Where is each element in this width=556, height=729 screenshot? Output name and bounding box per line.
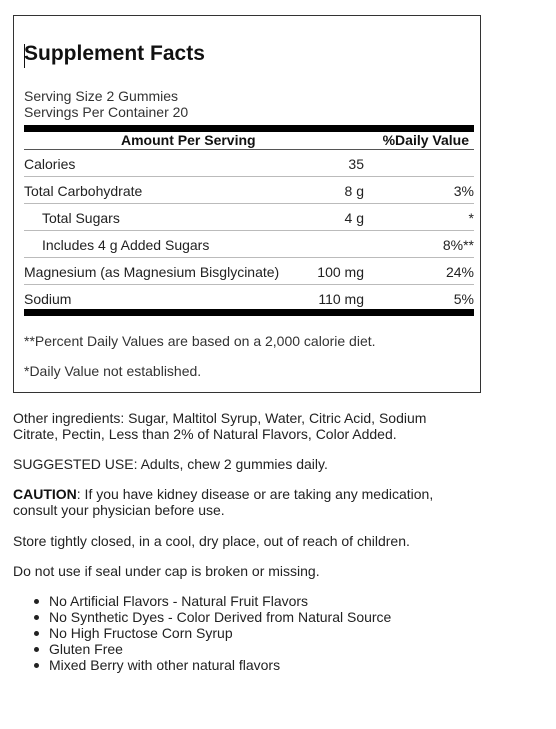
caution-line-2: consult your physician before use. <box>13 502 225 518</box>
nutrient-daily-value: * <box>468 210 474 226</box>
other-ingredients-line-2: Citrate, Pectin, Less than 2% of Natural Flavors, Color Added. <box>13 426 397 442</box>
serving-size: Serving Size 2 Gummies <box>24 88 179 104</box>
nutrient-row-total-carbohydrate <box>24 177 474 204</box>
nutrient-name: Includes 4 g Added Sugars <box>42 237 210 253</box>
caution-line-1 <box>13 486 513 502</box>
nutrient-row-magnesium <box>24 258 474 285</box>
nutrient-daily-value: 8%** <box>442 237 474 253</box>
footnote-percent-daily-values: **Percent Daily Values are based on a 2,000 calorie diet. <box>24 333 376 349</box>
seal-warning: Do not use if seal under cap is broken or missing. <box>13 563 320 579</box>
feature-text: Gluten Free <box>49 641 123 657</box>
nutrient-row-calories <box>24 150 474 177</box>
supplement-facts-panel <box>13 15 481 393</box>
nutrient-name: Total Sugars <box>42 210 120 226</box>
list-item <box>13 625 391 641</box>
list-item <box>13 641 391 657</box>
bullet-icon <box>34 631 39 636</box>
nutrient-amount: 35 <box>348 156 364 172</box>
suggested-use: SUGGESTED USE: Adults, chew 2 gummies daily. <box>13 456 328 472</box>
nutrient-daily-value: 3% <box>453 183 474 199</box>
nutrient-name: Sodium <box>24 291 72 307</box>
caution-text: : If you have kidney disease or are taking any medication, <box>76 486 434 502</box>
caution-label: CAUTION <box>13 486 77 502</box>
list-item <box>13 657 391 673</box>
panel-title: Supplement Facts <box>24 42 205 65</box>
nutrient-name: Calories <box>24 156 76 172</box>
nutrient-amount: 100 mg <box>317 264 364 280</box>
list-item <box>13 593 391 609</box>
nutrient-amount: 110 mg <box>318 291 364 307</box>
bullet-icon <box>34 599 39 604</box>
nutrient-daily-value: 5% <box>453 291 474 307</box>
thick-divider-top <box>24 125 474 132</box>
nutrient-row-sodium <box>24 285 474 312</box>
feature-text: No High Fructose Corn Syrup <box>49 625 233 641</box>
bullet-icon <box>34 663 39 668</box>
nutrient-name: Magnesium (as Magnesium Bisglycinate) <box>24 264 280 280</box>
nutrient-amount: 4 g <box>344 210 364 226</box>
nutrient-row-added-sugars <box>24 231 474 258</box>
other-ingredients-line-1: Other ingredients: Sugar, Maltitol Syrup, Water, Citric Acid, Sodium <box>13 410 427 426</box>
feature-text: No Synthetic Dyes - Color Derived from Natural Source <box>49 609 392 625</box>
thick-divider-bottom <box>24 309 474 316</box>
other-ingredients <box>13 410 513 442</box>
nutrient-name: Total Carbohydrate <box>24 183 143 199</box>
caution-statement <box>13 486 513 518</box>
feature-text: No Artificial Flavors - Natural Fruit Flavors <box>49 593 309 609</box>
nutrient-daily-value: 24% <box>445 264 474 280</box>
nutrient-amount: 8 g <box>344 183 364 199</box>
header-daily-value: %Daily Value <box>382 132 469 148</box>
nutrient-row-total-sugars <box>24 204 474 231</box>
list-item <box>13 609 391 625</box>
storage-instructions: Store tightly closed, in a cool, dry place, out of reach of children. <box>13 533 410 549</box>
bullet-icon <box>34 647 39 652</box>
footnote-daily-value-not-established: *Daily Value not established. <box>24 363 202 379</box>
feature-list <box>13 593 391 673</box>
feature-text: Mixed Berry with other natural flavors <box>49 657 281 673</box>
header-amount-per-serving: Amount Per Serving <box>121 132 256 148</box>
bullet-icon <box>34 615 39 620</box>
servings-per-container: Servings Per Container 20 <box>24 104 189 120</box>
